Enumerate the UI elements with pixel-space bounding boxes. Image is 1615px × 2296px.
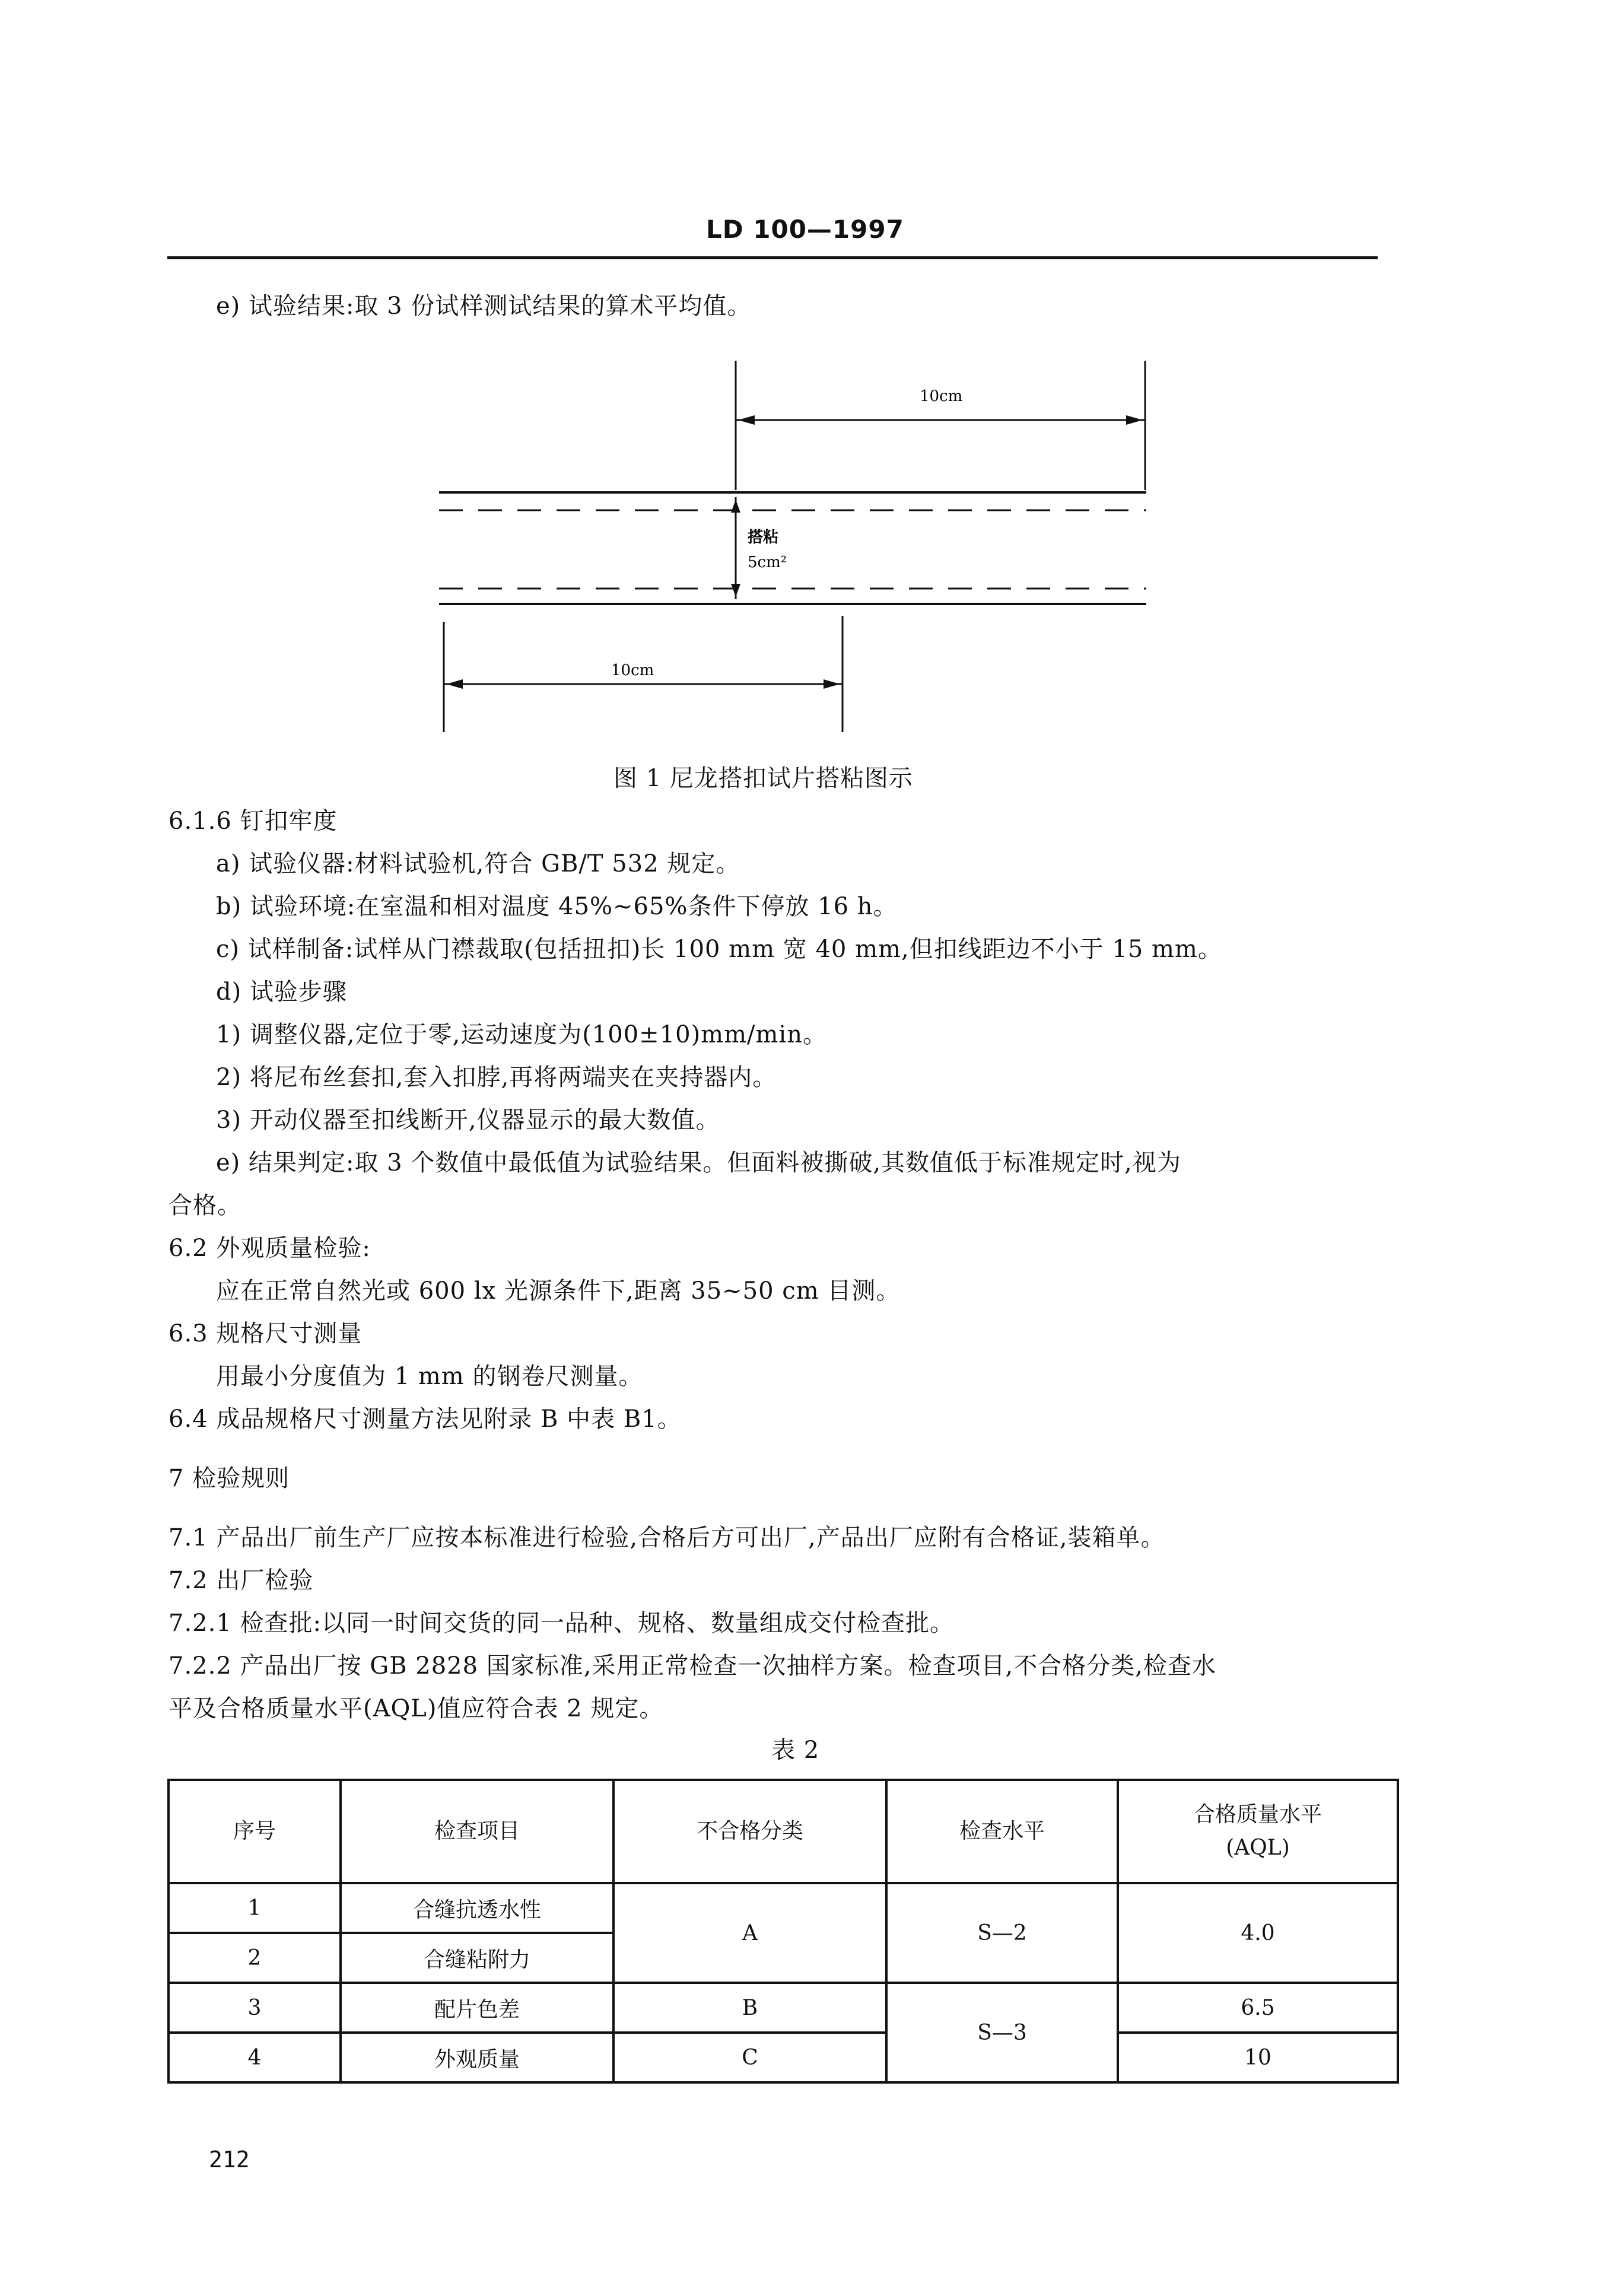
dim-bottom-label: 10cm <box>611 662 654 679</box>
cell-seq: 2 <box>169 1933 341 1983</box>
arrow-head <box>824 679 840 689</box>
para-6-2: 应在正常自然光或 600 lx 光源条件下,距离 35~50 cm 目测。 <box>216 1277 901 1305</box>
clause-e-result: e) 试验结果:取 3 份试样测试结果的算术平均值。 <box>216 292 752 320</box>
clause-c: c) 试样制备:试样从门襟裁取(包括扭扣)长 100 mm 宽 40 mm,但扣线距边不小于 15 mm。 <box>216 936 1222 963</box>
heading-6-4: 6.4 成品规格尺寸测量方法见附录 B 中表 B1。 <box>169 1405 682 1433</box>
table-header-row <box>169 1780 1398 1883</box>
para-6-3: 用最小分度值为 1 mm 的钢卷尺测量。 <box>216 1363 643 1390</box>
heading-6-1-6: 6.1.6 钉扣牢度 <box>169 807 338 835</box>
header-aql-line1: 合格质量水平 <box>1193 1802 1322 1827</box>
header-aql-line2: (AQL) <box>1226 1836 1290 1860</box>
header-aql <box>1118 1780 1398 1883</box>
table-caption: 表 2 <box>771 1737 820 1764</box>
step-2: 2) 将尼布丝套扣,套入扣脖,再将两端夹在夹持器内。 <box>216 1064 777 1091</box>
clause-e-judgement: e) 结果判定:取 3 个数值中最低值为试验结果。但面料被撕破,其数值低于标准规定时,视为 <box>216 1149 1181 1176</box>
step-3: 3) 开动仪器至扣线断开,仪器显示的最大数值。 <box>216 1106 720 1134</box>
cell-aql: 4.0 <box>1118 1883 1398 1983</box>
table-row <box>169 2033 1398 2082</box>
table-row <box>169 1983 1398 2033</box>
clause-a: a) 试验仪器:材料试验机,符合 GB/T 532 规定。 <box>216 850 740 877</box>
para-7-1: 7.1 产品出厂前生产厂应按本标准进行检验,合格后方可出厂,产品出厂应附有合格证,装箱单。 <box>169 1524 1165 1551</box>
arrow-head <box>1126 415 1143 425</box>
para-7-2-2: 7.2.2 产品出厂按 GB 2828 国家标准,采用正常检查一次抽样方案。检查项目,不合格分类,检查水 <box>169 1652 1216 1680</box>
arrow-head <box>731 584 740 597</box>
arrow-head <box>446 679 463 689</box>
cell-level: S—2 <box>886 1883 1118 1983</box>
header-class: 不合格分类 <box>613 1780 886 1883</box>
cell-item: 合缝粘附力 <box>341 1933 613 1983</box>
document-code: LD 100—1997 <box>706 215 904 244</box>
header-item: 检查项目 <box>341 1780 613 1883</box>
cell-seq: 1 <box>169 1883 341 1933</box>
heading-7-2: 7.2 出厂检验 <box>169 1567 314 1594</box>
para-7-2-1: 7.2.1 检查批:以同一时间交货的同一品种、规格、数量组成交付检查批。 <box>169 1610 954 1637</box>
dim-top-label: 10cm <box>920 387 963 405</box>
overlap-label: 搭粘 <box>748 529 779 546</box>
clause-b: b) 试验环境:在室温和相对温度 45%~65%条件下停放 16 h。 <box>216 893 898 920</box>
heading-6-3: 6.3 规格尺寸测量 <box>169 1320 363 1347</box>
cell-item: 外观质量 <box>341 2033 613 2082</box>
cell-item: 合缝抗透水性 <box>341 1883 613 1933</box>
arrow-head <box>731 500 740 513</box>
cell-item: 配片色差 <box>341 1983 613 2033</box>
inspection-table <box>167 1779 1399 2084</box>
heading-6-2: 6.2 外观质量检验: <box>169 1235 371 1262</box>
cell-aql: 6.5 <box>1118 1983 1398 2033</box>
header-level: 检查水平 <box>886 1780 1118 1883</box>
overlap-area-label: 5cm² <box>748 554 787 571</box>
para-7-2-2-cont: 平及合格质量水平(AQL)值应符合表 2 规定。 <box>169 1695 664 1722</box>
step-1: 1) 调整仪器,定位于零,运动速度为(100±10)mm/min。 <box>216 1021 827 1048</box>
header-rule <box>167 256 1378 259</box>
velcro-overlap-diagram <box>427 355 1151 734</box>
clause-d: d) 试验步骤 <box>216 978 347 1006</box>
cell-class: A <box>613 1883 886 1983</box>
cell-aql: 10 <box>1118 2033 1398 2082</box>
table-row <box>169 1883 1398 1933</box>
cell-level: S—3 <box>886 1983 1118 2082</box>
cell-seq: 3 <box>169 1983 341 2033</box>
cell-class: B <box>613 1983 886 2033</box>
arrow-head <box>738 415 755 425</box>
figure-caption: 图 1 尼龙搭扣试片搭粘图示 <box>613 765 913 792</box>
page-number: 212 <box>209 2146 250 2173</box>
clause-e-judgement-cont: 合格。 <box>169 1192 241 1219</box>
cell-seq: 4 <box>169 2033 341 2082</box>
heading-7: 7 检验规则 <box>169 1465 290 1492</box>
cell-class: C <box>613 2033 886 2082</box>
header-seq: 序号 <box>169 1780 341 1883</box>
